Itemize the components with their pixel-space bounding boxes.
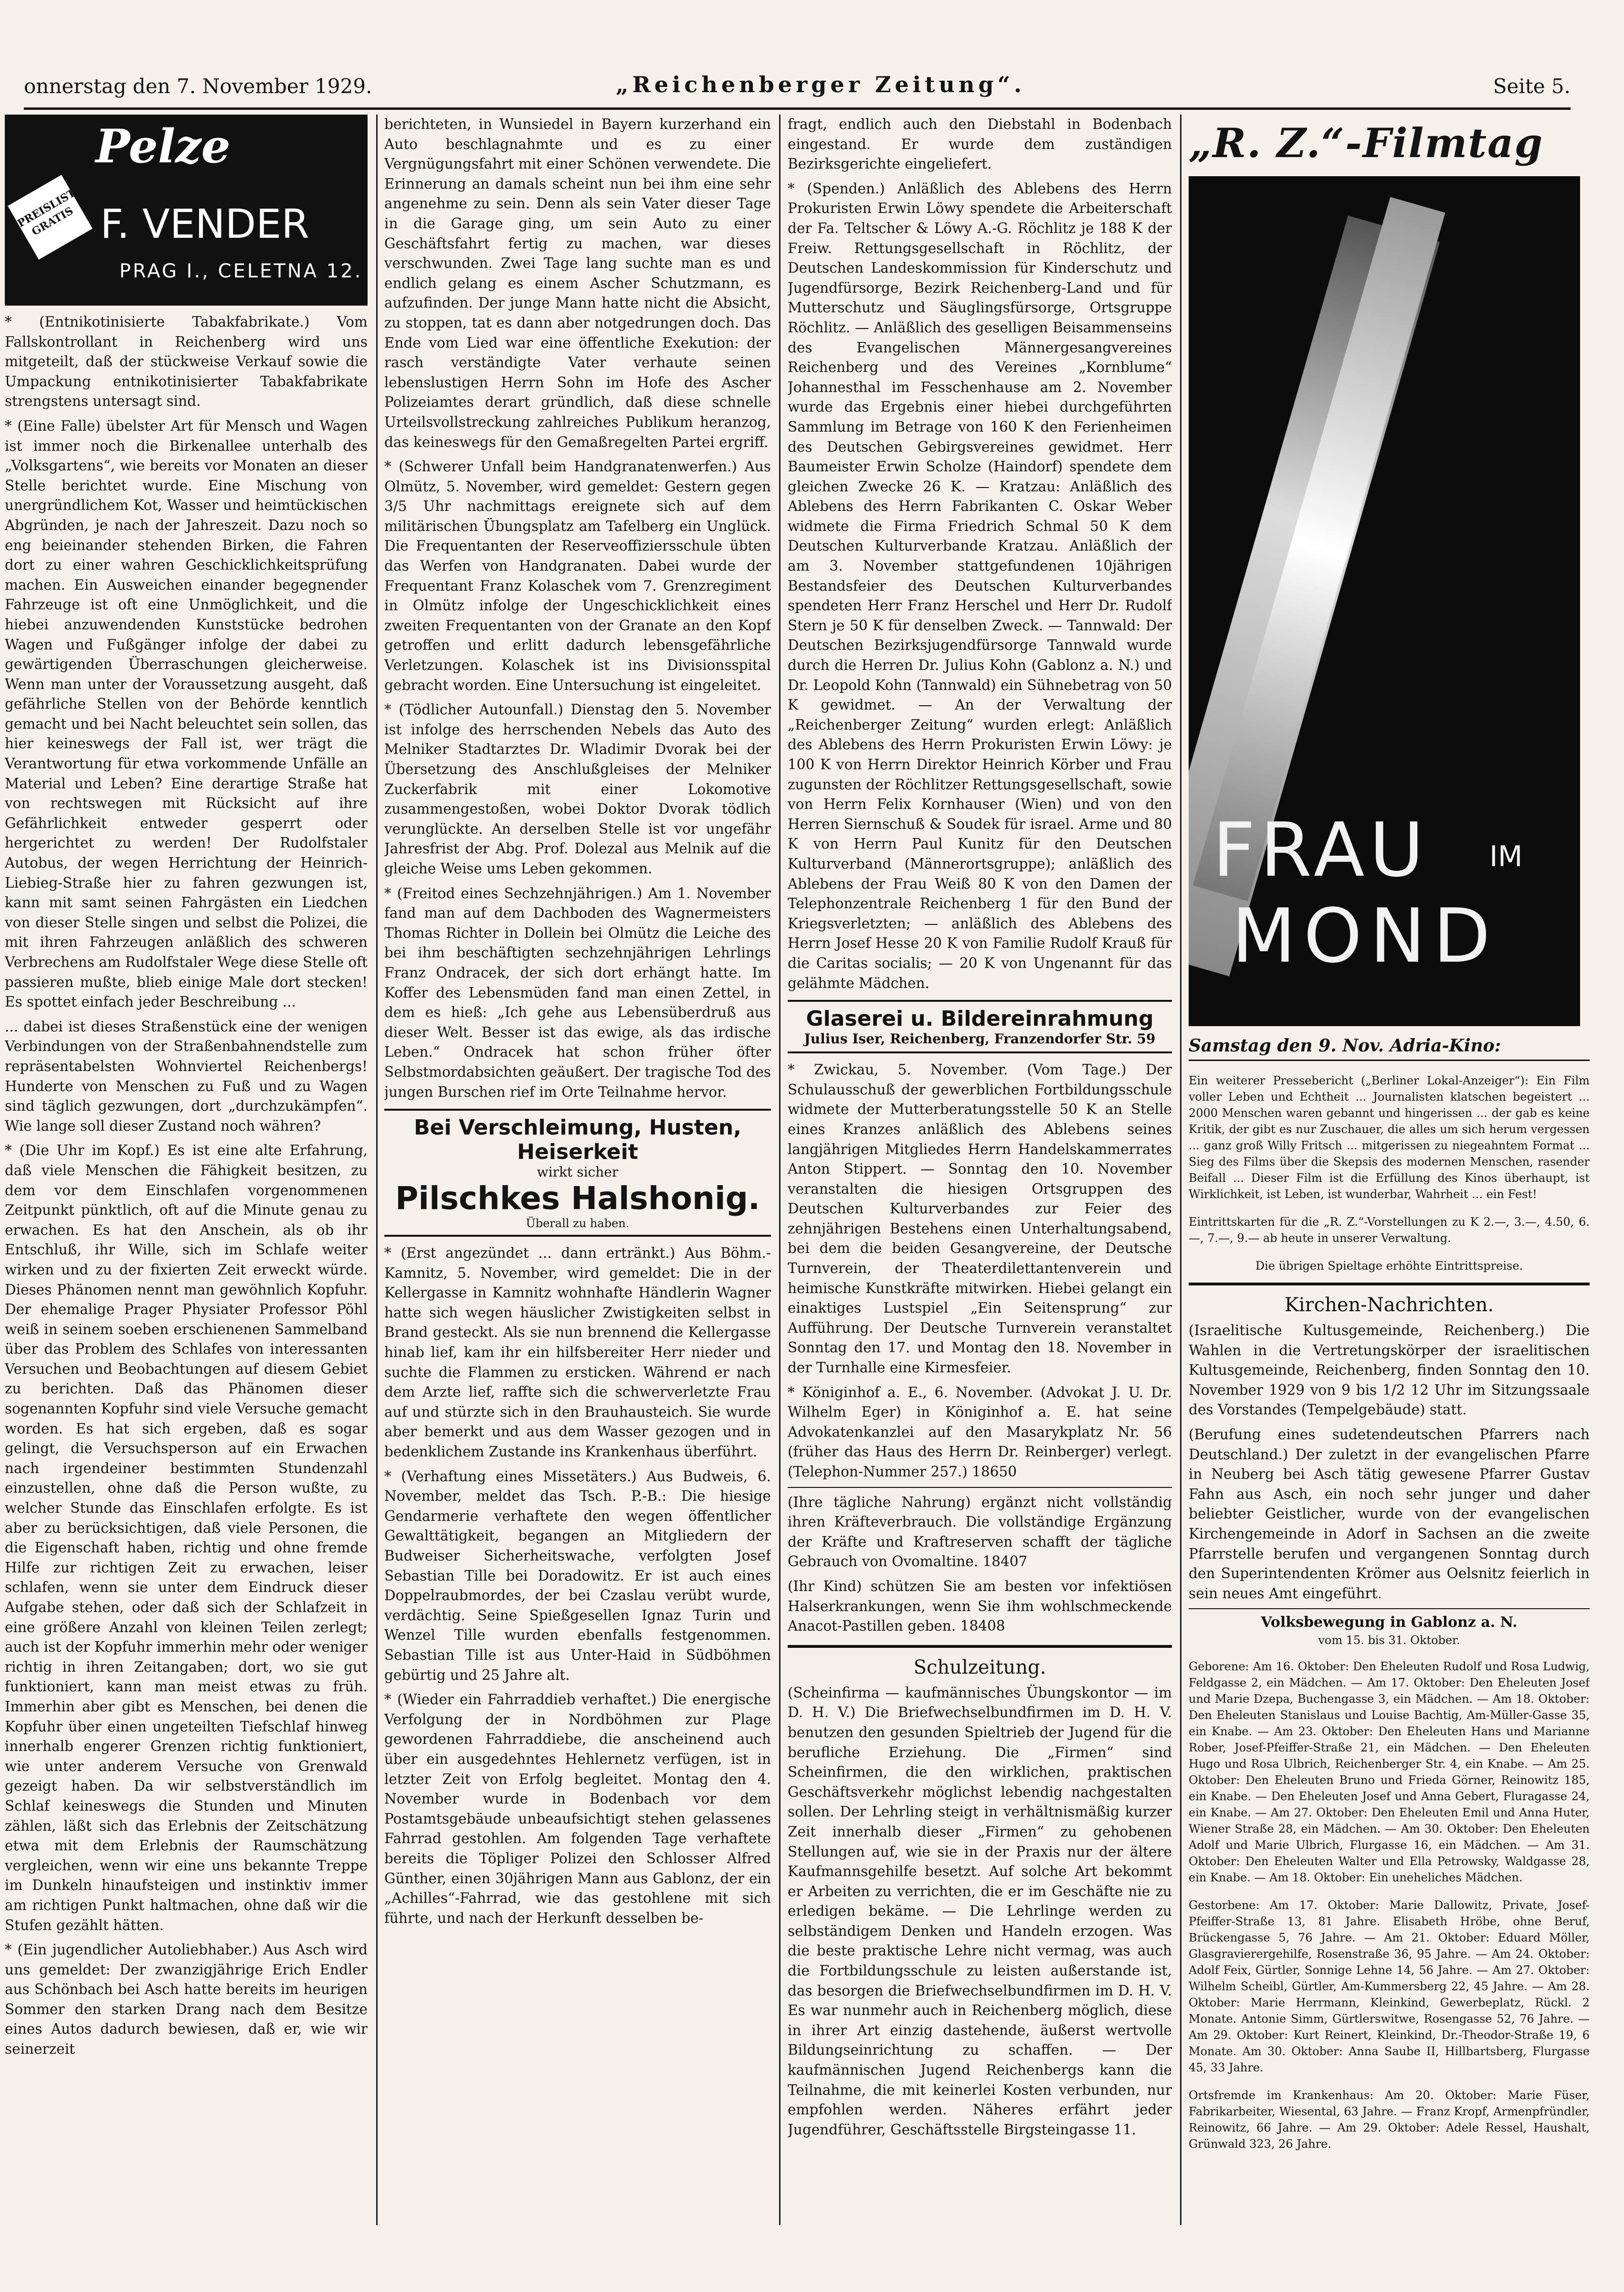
divider [788,1645,1172,1648]
notice: (Ihr Kind) schützen Sie am besten vor infektiösen Halserkrankungen, wenn Sie ihm wohlschmeckende Anacot-Pastillen geben. 18408 [788,1578,1172,1634]
section-subtitle: vom 15. bis 31. Oktober. [1318,1634,1460,1647]
column-rule [1180,115,1181,2225]
halshonig-advertisement [384,1109,771,1237]
vital-statistics: Geborene: Am 16. Oktober: Den Eheleuten Rudolf und Rosa Ludwig, Feldgasse 2, ein Mädchen. — Am 17. Oktober: Den Eheleuten Josef und Marie Dzepa, Buchengasse 3, ein Mädchen. — Am 18. Oktober: Den Eheleuten Stanislaus und Louise Bachtig, Am-Müller-Gasse 35, ein Knabe. — Am 23. Oktober: Den Eheleuten Hans und Marianne Rober, Josef-Pfeiffer-Straße 21, ein Mädchen. — Den Eheleuten Hugo und Rosa Ulbrich, Reichenberger Str. 4, ein Knabe. — Am 25. Oktober: Den Eheleuten Bruno und Frieda Görner, Reinowitz 185, ein Knabe. — Den Eheleuten Josef und Anna Gebert, Fluragasse 24, ein Knabe. — Am 27. Oktober: Den Eheleuten Emil und Anna Huter, Wiener Straße 28, ein Mädchen. — Am 30. Oktober: Den Eheleuten Adolf und Marie Ulbrich, Flurgasse 16, ein Mädchen. — Am 31. Oktober: Den Eheleuten Walter und Ella Petrowsky, Waldgasse 28, ein Knabe. — Am 18. Oktober: Ein uneheliches Mädchen. [1189,1660,1590,1885]
article: * Königinhof a. E., 6. November. (Advokat J. U. Dr. Wilhelm Eger) in Königinhof a. E. hat seine Advokatenkanzlei auf den Masarykplatz Nr. 56 (früher das Haus des Herrn Dr. Reinberger) verlegt. (Telephon-Nummer 257.) 18650 [788,1384,1172,1480]
poster-title: MOND [1232,892,1498,979]
article: * (Eine Falle) übelster Art für Mensch und Wagen ist immer noch die Birkenallee unterhalb des „Volksgartens“, wie bereits vor Monaten an dieser Stelle berichtet wurde. Eine Mischung von unergründlichem Kot, Wasser und heimtückischen Abgründen, je nach der Jahreszeit. Dazu noch so eng beieinander stehenden Birken, die Fahren dort zu einer wahren Geschicklichkeitsprüfung machen. Ein Ausweichen einander begegnender Fahrzeuge ist oft eine Unmöglichkeit, und die hiebei anzuwendenden Kunststücke bedrohen Wagen und Fußgänger infolge der dabei zu gewärtigenden Überraschungen gleicherweise. Wenn man unter der Voraussetzung ausgeht, daß gefährliche Stellen von der Behörde kenntlich gemacht und bei Nacht beleuchtet sein sollen, das hier keineswegs der Fall ist, wer trägt die Verantwortung für etwa vorkommende Unfälle an Material und Leben? Eine derartige Straße hat von rechtswegen mit Rücksicht auf ihre Gefährlichkeit entweder gesperrt oder hergerichtet zu werden! Der Rudolfstaler Autobus, der wegen Herrichtung der Heinrich-Liebieg-Straße hier zu fahren gezwungen ist, kann mit samt seinen Fahrgästen ein Liedchen von dieser Stelle singen und selbst die Polizei, die mit ihren Fahrzeugen anläßlich des schweren Verbrechens am Rudolfstaler Wege diese Stelle oft passieren mußte, blieb einige Male dort stecken! Es spottet einfach jeder Beschreibung ... [5,417,368,1010]
article: (Israelitische Kultusgemeinde, Reichenberg.) Die Wahlen in die Vertretungskörper der israelitischen Kultusgemeinde, Reichenberg, finden Sonntag den 10. November 1929 von 9 bis 1/2 12 Uhr im Sitzungssaale des Vorstandes (Tempelgebäude) statt. [1189,1322,1590,1418]
ad-headline: Pelze [95,119,231,173]
vital-statistics: Gestorbene: Am 17. Oktober: Marie Dallowitz, Private, Josef-Pfeiffer-Straße 13, 81 Jahre. Elisabeth Hröbe, ohne Beruf, Brückengasse 5, 76 Jahre. — Am 21. Oktober: Eduard Möller, Glasgravierergehilfe, Rosenstraße 36, 95 Jahre. — Am 24. Oktober: Adolf Feix, Gürtler, Sonnige Lehne 14, 56 Jahre. — Am 27. Oktober: Wilhelm Scheibl, Gürtler, Am-Kummersberg 22, 45 Jahre. — Am 28. Oktober: Marie Herrmann, Kleinkind, Gewerbeplatz, Rückl. 2 Monate. Antonie Simm, Gürtlerswitwe, Rosengasse 52, 76 Jahre. — Am 29. Oktober: Kurt Reinert, Kleinkind, Dr.-Theodor-Straße 19, 6 Monate. Am 30. Oktober: Anna Saube II, Hillbartsberg, Flurgasse 45, 33 Jahre. [1189,1899,1590,2075]
article: * (Erst angezündet ... dann ertränkt.) Aus Böhm.-Kamnitz, 5. November, wird gemeldet: Die in der Kellergasse in Kamnitz wohnhafte Händlerin Wagner hatte sich wegen häuslicher Zwistigkeiten selbst in Brand gesteckt. Als sie nun brennend die Kellergasse hinab lief, kam ihr ein hilfsbereiter Herr nieder und suchte die Flammen zu ersticken. Während er nach dem Arzte lief, raffte sich die schwerverletzte Frau auf und stürzte sich in den Brauhausteich. Sie wurde aber bemerkt und aus dem Wasser gezogen und in bedenklichem Zustande ins Krankenhaus überführt. [384,1245,771,1460]
column-2 [384,115,771,2225]
column-3 [788,115,1172,2225]
vital-statistics: Ortsfremde im Krankenhaus: Am 20. Oktober: Marie Füser, Fabrikarbeiter, Wiesental, 63 Jahre. — Franz Kropf, Armenpfründler, Reinowitz, 66 Jahre. — Am 29. Oktober: Adele Ressel, Haushalt, Grünwald 323, 26 Jahre. [1189,2089,1590,2151]
article: * (Verhaftung eines Missetäters.) Aus Budweis, 6. November, meldet das Tsch. P.-B.: Die hiesige Gendarmerie verhaftete den wegen öffentlicher Gewalttätigkeit, begangen an Mitgliedern der Budweiser Sicherheitswache, verfolgten Josef Sebastian Tille bei Doradowitz. Er ist auch eines Doppelraubmordes, der bei Czaslau verübt wurde, verdächtig. Seine Spießgesellen Ignaz Turin und Wenzel Tille wurden ebenfalls festgenommen. Sebastian Tille ist aus Unter-Haid in Südböhmen gebürtig und 25 Jahre alt. [384,1468,771,1683]
issue-date: onnerstag den 7. November 1929. [24,74,372,98]
pricelist-badge: PREISLISTE GRATIS [8,175,93,260]
ad-line: Glaserei u. Bildereinrahmung [806,1007,1154,1031]
divider [1189,1608,1590,1609]
screening-date: Samstag den 9. Nov. Adria-Kino: [1189,1036,1590,1061]
column-rule [376,115,378,2225]
article: * (Spenden.) Anläßlich des Ablebens des Herrn Prokuristen Erwin Löwy spendete die Arbeiterschaft der Fa. Teltscher & Löwy A.-G. Röchlitz je 188 K der Freiw. Rettungsgesellschaft in Röchlitz, der Deutschen Landeskommission für Kinderschutz und Jugendfürsorge, Bezirk Reichenberg-Land und für Mutterschutz und Säuglingsfürsorge, Ortsgruppe Röchlitz. — Anläßlich des geselligen Beisammenseins des Evangelischen Männergesangvereines Reichenberg und des Vereines „Kornblume“ Johannesthal im Fesschenhause am 2. November wurde das Ergebnis einer hiebei durchgeführten Sammlung im Betrage von 160 K den Ferienheimen des Deutschen Gebirgsvereines gewidmet. Herr Baumeister Erwin Scholze (Haindorf) spendete dem gleichen Zwecke 26 K. — Kratzau: Anläßlich des Ablebens des Herrn Fabrikanten C. Oskar Weber widmete die Firma Friedrich Schmal 50 K dem Deutschen Kulturverbande Kratzau. Anläßlich der am 3. November stattgefundenen 10jährigen Bestandsfeier des Deutschen Kulturverbandes spendeten Herr Franz Herschel und Herr Dr. Rudolf Stern je 50 K für denselben Zweck. — Tannwald: Der Deutschen Bezirksjugendfürsorge Tannwald wurde durch die Herren Dr. Julius Kohn (Gablonz a. N.) und Dr. Leopold Kohn (Tannwald) ein Sühnebetrag von 50 K gewidmet. — An der Verwaltung der „Reichenberger Zeitung“ wurden erlegt: Anläßlich des Ablebens des Herrn Prokuristen Erwin Löwy: je 100 K von Herrn Direktor Heinrich Körber und Frau zugunsten der Röchlitzer Rettungsgesellschaft, sowie von Herrn Felix Kornhauser (Wien) und von den Herren Siernschuß & Soudek für israel. Arme und 80 K von Herrn Paul Kunitz für den Deutschen Kulturverband (Männerortsgruppe); anläßlich des Ablebens der Frau Weiß 80 K von den Damen der Telephonzentrale Reichenberg 1 für den Bund der Kriegsverletzten; — anläßlich des Ablebens des Herrn Josef Hesse 20 K von Familie Rudolf Krauß für die Caritas socialis; — 20 K von Ungenannt für das gelähmte Mädchen. [788,180,1172,991]
article: * (Freitod eines Sechzehnjährigen.) Am 1. November fand man auf dem Dachboden des Wagnermeisters Thomas Richter in Dollein bei Olmütz die Leiche des bei ihm beschäftigten sechzehnjährigen Lehrlings Franz Ondracek, der sich dort erhängt hatte. Im Koffer des Lebensmüden fand man einen Zettel, in dem es hieß: „Ich gehe aus Lebensüberdruß aus dieser Welt. Besser ist das ewige, als das irdische Leben.“ Ondracek hat schon früher öfter Selbstmordabsichten geäußert. Der tragische Tod des jungen Burschen rief im Orte Teilnahme hervor. [384,885,771,1100]
article: * (Entnikotinisierte Tabakfabrikate.) Vom Fallskontrollant in Reichenberg wird uns mitgeteilt, daß der stückweise Verkauf sowie die Umpackung entnikotinisierter Tabakfabrikate strengstens untersagt sind. [5,314,368,410]
article: * (Die Uhr im Kopf.) Es ist eine alte Erfahrung, daß viele Menschen die Fähigkeit besitzen, zu dem vor dem Einschlafen vorgenommenen Zeitpunkt pünktlich, oft auf die Minute genau zu erwachen. Es hat den Anschein, als ob ihr Entschluß, ihr Wille, sich im Schlafe weiter wirken und zu der fixierten Zeit erweckt würde. Dieses Phänomen nennt man gewöhnlich Kopfuhr. Der ehemalige Prager Physiater Professor Pöhl weiß in seinem soeben erschienenen Sammelband über das Problem des Schlafes von interessanten Versuchen und Beobachtungen auf diesem Gebiet zu berichten. Daß das Phänomen dieser sogenannten Kopfuhr sind viele Versuche gemacht worden. Es hat sich ergeben, daß es sogar gelingt, die Versuchsperson auf ein Erwachen nach irgendeiner bestimmten Stundenzahl einzustellen, ohne daß die Person wußte, zu welcher Stunde das Einschlafen erfolgte. Es ist aber zu berücksichtigen, daß viele Personen, die die Eigenschaft haben, richtig und ohne fremde Hilfe zur richtigen Zeit zu erwachen, leiser schlafen, wenn sie unter dem Eindruck dieser Aufgabe stehen, oder daß sich der Schlafzeit in eine größere Anzahl von kleinen Teilen zerlegt; auch ist der Kopfuhr immerhin mehr oder weniger richtig in ihren Zeitangaben; dort, wo sie gut funktioniert, kann man meist etwas zu früh. Immerhin aber gibt es Menschen, bei denen die Kopfuhr über einen ungeteilten Tiefschlaf hinweg innerhalb engerer Grenzen richtig funktioniert, wie unter anderem Versuche von Grenwald gezeigt haben. Da wir selbstverständlich im Schlaf keineswegs die Stunden und Minuten zählen, läßt sich das Erlebnis der Zeitschätzung etwa mit dem Erlebnis der Raumschätzung vergleichen, wenn wir eine uns bekannte Treppe im Dunkeln hinaufsteigen und instinktiv immer am richtigen Punkt haltmachen, ohne daß wir die Stufen gezählt hätten. [5,1142,368,1933]
film-day-title: „R. Z.“-Filmtag [1189,119,1544,167]
page-header [24,72,1571,105]
ticket-info: Eintrittskarten für die „R. Z.“-Vorstellungen zu K 2.—, 3.—, 4.50, 6.—, 7.—, 9.— ab heute in unserer Verwaltung. [1189,1215,1590,1245]
poster-title: FRAU [1213,806,1429,893]
section-title: Volksbewegung in Gablonz a. N. [1261,1614,1518,1631]
article: * Zwickau, 5. November. (Vom Tage.) Der Schulausschuß der gewerblichen Fortbildungsschule widmete der Mutterberatungsstelle 50 K an Stelle eines Kranzes anläßlich des Ablebens seines langjährigen Mitgliedes Herrn Handelskammerrates Anton Stippert. — Sonntag den 10. November veranstalten die hiesigen Ortsgruppen des Deutschen Kulturverbandes zur Feier des zehnjährigen Bestehens einen Unterhaltungsabend, bei dem die beiden Gesangvereine, der Deutsche Turnverein, der Theaterdilettantenverein und heimische Kunstkräfte mitwirken. Hiebei gelangt ein einaktiges Lustspiel „Ein Seitensprung“ zur Aufführung. Der Deutsche Turnverein veranstaltet Sonntag den 17. und Montag den 18. November in der Turnhalle eine Kirmesfeier. [788,1061,1172,1376]
ad-company-name: F. VENDER [100,201,309,247]
column-4 [1189,115,1590,2225]
ad-line: Überall zu haben. [526,1217,630,1231]
divider [788,1487,1172,1488]
fur-advertisement [5,115,368,306]
press-review: Ein weiterer Pressebericht („Berliner Lokal-Anzeiger“): Ein Film voller Leben und Echtheit ... Journalisten klatschen begeistert ... 2000 Menschen waren gebannt und hingerissen ... der gab es keine Kritik, der gibt es nur Zuschauer, die alles um sich herum vergessen ... ganz groß Willy Fritsch ... mitgerissen zu niegeahntem Format ... Sieg des Films über die Skepsis des modernen Menschen, rasender Beifall ... Dieser Film ist die Erfüllung des Kinos überhaupt, ist Wirklichkeit, ist Leben, ist wunderbar, Wahrheit ... ein Fest! [1189,1074,1590,1201]
column-1 [5,115,368,2225]
article: * (Ein jugendlicher Autoliebhaber.) Aus Asch wird uns gemeldet: Der zwanzigjährige Erich Endler aus Schönbach bei Asch hatte bereits im heurigen Sommer den starken Drang nach dem Besitze eines Autos dadurch bewiesen, daß er, wie wir seinerzeit [5,1942,368,2058]
article: (Scheinfirma — kaufmännisches Übungskontor — im D. H. V.) Die Briefwechselbundfirmen im D. H. V. benutzen den gesunden Spieltrieb der Jugend für die berufliche Erziehung. Die „Firmen“ sind Scheinfirmen, die den wirklichen, praktischen Geschäftsverkehr möglichst lebendig nachgestalten sollen. Der Lehrling steigt in verhältnismäßig kurzer Zeit innerhalb dieser „Firmen“ zu gehobenen Stellungen auf, wie sie in der Praxis nur der ältere Kaufmannsgehilfe besetzt. Auf solche Art bekommt er Arbeiten zu verrichten, die er im Geschäfte nie zu erledigen bekäme. — Die Lehrlinge werden zu selbständigem Denken und Handeln erzogen. Was die beste praktische Lehre nicht vermag, was auch die Fortbildungsschule zu leisten außerstande ist, das besorgen die Briefwechselbundfirmen im D. H. V. Es war nunmehr auch in Reichenberg möglich, diese in ihrer Art einzig dastehende, äußerst wertvolle Bildungseinrichtung zu schaffen. — Der kaufmännischen Jugend Reichenbergs kann die Teilnahme, die mit keinerlei Kosten verbunden, nur empfohlen werden. Näheres erfährt jeder Jugendführer, Geschäftsstelle Birgsteingasse 11. [788,1684,1172,2138]
glaserei-advertisement [788,1000,1172,1053]
ad-line: Bei Verschleimung, Husten, Heiserkeit [414,1115,741,1165]
section-title: Kirchen-Nachrichten. [1284,1294,1494,1316]
section-title: Schulzeitung. [913,1656,1046,1678]
article: * (Schwerer Unfall beim Handgranatenwerfen.) Aus Olmütz, 5. November, wird gemeldet: Gestern gegen 3/5 Uhr nachmittags ereignete sich auf dem militärischen Übungsplatz am Tafelberg ein Unglück. Die Frequentanten der Reserveoffiziersschule übten das Werfen von Handgranaten. Dabei wurde der Frequentant Franz Kolaschek vom 7. Grenzregiment in Olmütz infolge der Ungeschicklichkeit eines zweiten Frequentanten von der Granate an den Kopf getroffen und erlitt dadurch lebensgefährliche Verletzungen. Kolaschek ist ins Divisionsspital gebracht worden. Eine Untersuchung ist eingeleitet. [384,458,771,693]
film-poster [1189,176,1580,1026]
article: fragt, endlich auch den Diebstahl in Bodenbach eingestand. Er wurde dem zuständigen Bezirksgerichte eingeliefert. [788,116,1172,172]
ad-address: PRAG I., CELETNA 12. [119,260,363,282]
article: ... dabei ist dieses Straßenstück eine der wenigen Verbindungen von der Straßenbahnendstelle zum repräsentabelsten Wohnviertel Reichenbergs! Hunderte von Menschen zu Fuß und zu Wagen sind täglich gezwungen, dort „durchzukämpfen“. Wie lange soll dieser Zustand noch währen? [5,1018,368,1134]
notice: (Ihre tägliche Nahrung) ergänzt nicht vollständig ihren Kräfteverbrauch. Die vollständige Ergänzung der Kräfte und Kraftreserven schafft der tägliche Gebrauch von Ovomaltine. 18407 [788,1494,1172,1570]
column-rule [779,115,780,2225]
newspaper-name: „Reichenberger Zeitung“. [616,72,1026,97]
ad-product-name: Pilschkes Halshonig. [395,1180,760,1217]
article: * (Wieder ein Fahrraddieb verhaftet.) Die energische Verfolgung der in Nordböhmen zur Plage gewordenen Fahrraddiebe, die anscheinend auch über ein ausgedehntes Hehlernetz verfügen, ist in letzter Zeit von Erfolg begleitet. Montag den 4. November wurde in Bodenbach vor dem Postamtsgebäude unbeaufsichtigt stehen gelassenes Fahrrad gestohlen. Am folgenden Tage verhaftete bereits die Töpliger Polizei den Schlosser Alfred Günther, einen 30jährigen Mann aus Gablonz, der ein „Achilles“-Fahrrad, wie das gestohlene mit sich führte, und nach der Herkunft desselben be- [384,1691,771,1926]
article: * (Tödlicher Autounfall.) Dienstag den 5. November ist infolge des herrschenden Nebels das Auto des Melniker Stadtarztes Dr. Wladimir Dvorak bei der Übersetzung des Anschlußgleises der Melniker Zuckerfabrik mit einer Lokomotive zusammengestoßen, wobei Doktor Dvorak tödlich verunglückte. An derselben Stelle ist vor ungefähr Jahresfrist der Abg. Prof. Dolezal aus Melnik auf die gleiche Weise ums Leben gekommen. [384,701,771,877]
price-note: Die übrigen Spieltage erhöhte Eintrittspreise. [1255,1259,1523,1273]
ad-line: wirkt sicher [537,1164,619,1180]
header-rule [24,107,1571,110]
page-number: Seite 5. [1493,74,1571,98]
divider [1189,1283,1590,1285]
article: berichteten, in Wunsiedel in Bayern kurzerhand ein Auto beschlagnahmte und es zu einer Vergnügungsfahrt mit einer Schönen verwendete. Die Erinnerung an damals scheint nun bei ihm eine sehr angenehme zu sein. Denn als sein Vater dieser Tage in die Garage ging, um sein Auto zu einer Geschäftsfahrt fertig zu machen, war dieses verschwunden. Zwei Tage lang suchte man es und endlich gelang es einem Ascher Schutzmann, es aufzufinden. Der junge Mann hatte nicht die Absicht, zu stoppen, tat es dann aber notgedrungen doch. Das Ende vom Lied war eine öffentliche Exekution: der rasch verständigte Vater verhaute seinen lebenslustigen Herrn Sohn im Hofe des Ascher Polizeiamtes derart gründlich, daß diese schnelle Urteilsvollstreckung zahlreiches Publikum heranzog, das keineswegs für den Gemaßregelten Partei ergriff. [384,116,771,450]
rocket-illustration [1193,197,1445,901]
poster-title: IM [1489,840,1523,873]
article: (Berufung eines sudetendeutschen Pfarrers nach Deutschland.) Der zuletzt in der evangelischen Pfarre in Neuberg bei Asch tätig gewesene Pfarrer Gustav Fahn aus Asch, ein noch sehr junger und daher beliebter Geistlicher, wurde von der evangelischen Kirchengemeinde in Adorf in Sachsen an die zweite Pfarrstelle berufen und vergangenen Sonntag durch den Superintendenten Krömer aus Oelsnitz feierlich in sein neues Amt eingeführt. [1189,1426,1590,1602]
ad-address: Julius Iser, Reichenberg, Franzendorfer Str. 59 [804,1031,1156,1047]
